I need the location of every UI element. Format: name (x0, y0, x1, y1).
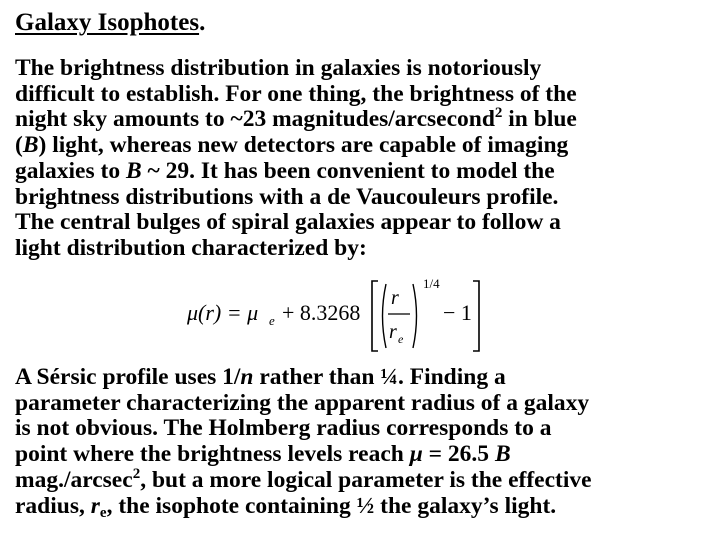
inner-paren-right (413, 284, 417, 348)
fraction-denominator-sub: e (398, 332, 404, 346)
text-line: is not obvious. The Holmberg radius corresponds to a (15, 415, 552, 442)
page-title (15, 8, 205, 38)
text-line: brightness distributions with a de Vaucouleurs profile. (15, 183, 559, 210)
fraction-numerator: r (391, 287, 399, 309)
formula-lhs-sub: e (269, 313, 275, 328)
italic-r: r (90, 492, 100, 519)
de-vaucouleurs-formula (185, 272, 485, 362)
italic-mu: μ (409, 441, 423, 468)
superscript: 2 (494, 105, 503, 122)
outer-bracket-right (473, 281, 479, 351)
formula-exponent: 1/4 (423, 276, 440, 291)
text-line: galaxies to B ~ 29. It has been convenient to model the (15, 157, 555, 184)
paragraph-sersic (15, 365, 715, 519)
outer-bracket-left (372, 281, 378, 351)
title-period: . (199, 9, 206, 36)
text-line: The central bulges of spiral galaxies appear to follow a (15, 209, 561, 236)
title-text: Galaxy Isophotes (15, 9, 200, 36)
text-line: point where the brightness levels reach μ = 26.5 B (15, 441, 511, 468)
subscript: e (99, 504, 107, 521)
superscript: 2 (132, 465, 141, 482)
inner-paren-left (383, 284, 387, 348)
text-line: radius, $r_e$, the isophote containing ½ the galaxy’s light. (15, 492, 557, 521)
paragraph-intro (15, 56, 715, 262)
text-line: mag./arcsec$^2$, but a more logical parameter is the effective (15, 465, 592, 493)
italic-b: B (494, 441, 511, 468)
formula-minus-one: − 1 (443, 300, 472, 325)
text-line: difficult to establish. For one thing, the brightness of the (15, 80, 577, 107)
fraction-denominator: r (389, 321, 397, 343)
text-line: parameter characterizing the apparent radius of a galaxy (15, 389, 590, 416)
text-line: night sky amounts to ~23 magnitudes/arcsecond$^2$ in blue (15, 105, 577, 133)
formula-lhs: μ(r) = μ (187, 300, 259, 325)
italic-n: n (240, 364, 254, 390)
text-line: A Sérsic profile uses 1/n rather than ¼. Finding a (15, 364, 506, 390)
italic-b: B (22, 132, 39, 159)
italic-b: B (125, 157, 142, 184)
text-line: The brightness distribution in galaxies is notoriously (15, 55, 542, 81)
formula-coefficient: + 8.3268 (282, 300, 361, 325)
text-line: light distribution characterized by: (15, 234, 367, 261)
text-line: (B) light, whereas new detectors are capable of imaging (15, 132, 569, 159)
